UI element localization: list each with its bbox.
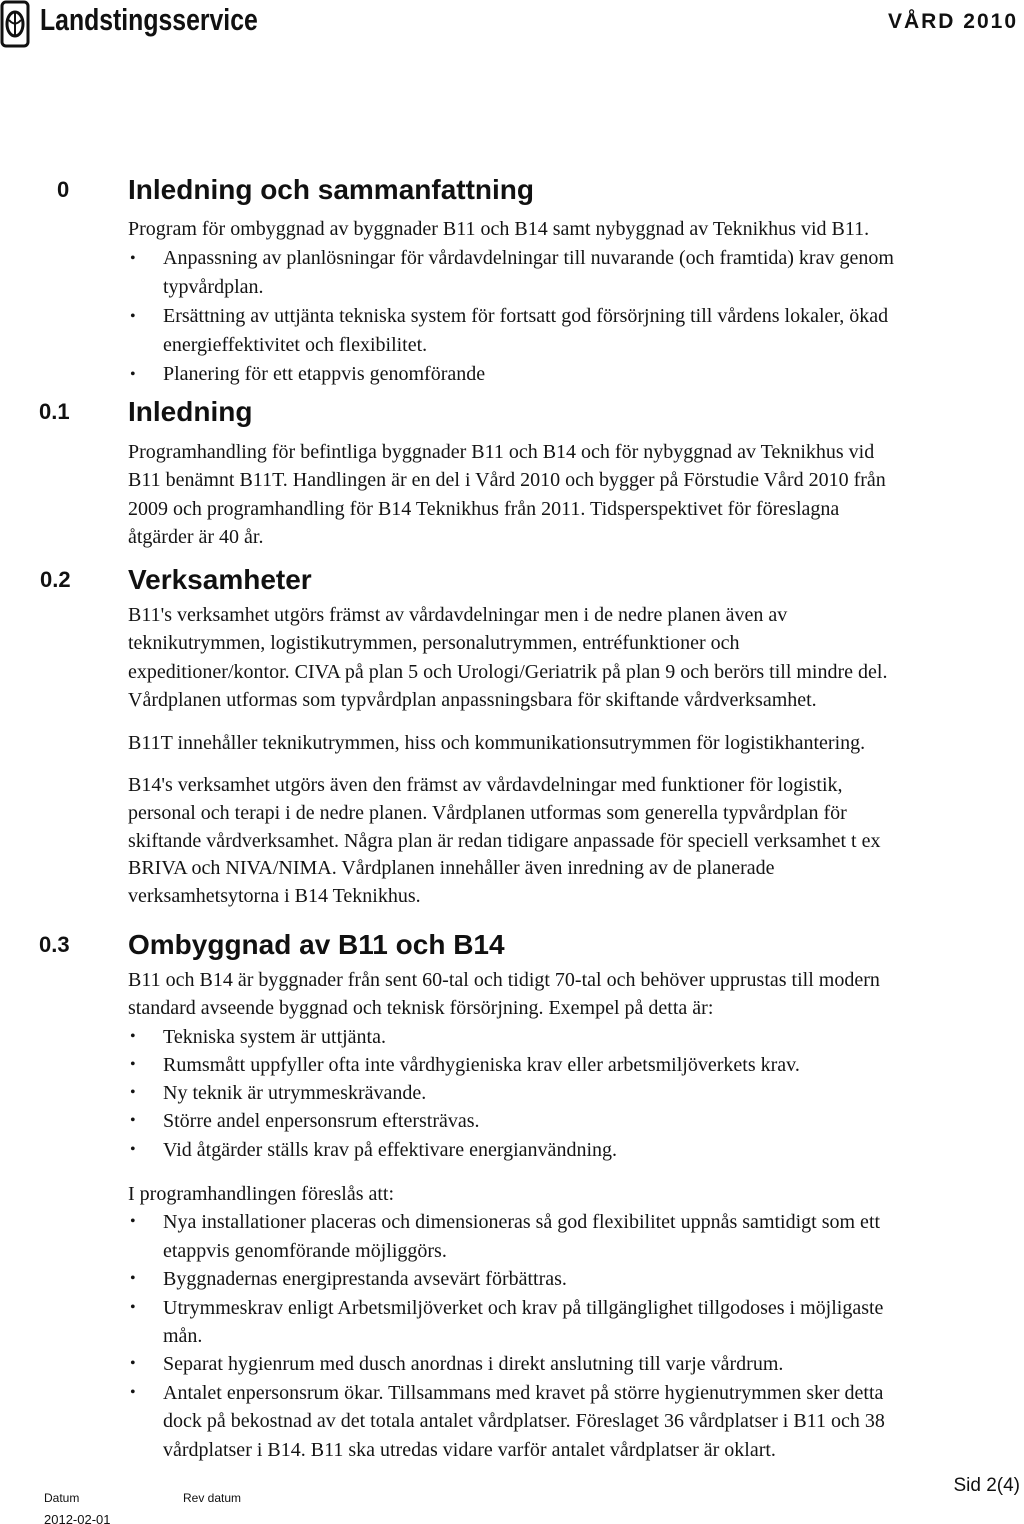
section-number: 0.3: [39, 932, 70, 957]
bullet-icon: [130, 360, 136, 389]
paragraph-line: standard avseende byggnad och teknisk försörjning. Exempel på detta är:: [128, 997, 714, 1020]
project-name: VÅRD 2010: [887, 10, 1018, 33]
bullet-line: Utrymmeskrav enligt Arbetsmiljöverket och krav på tillgänglighet tillgodoses i möjligaste: [163, 1296, 884, 1319]
bullet-item: [128, 1136, 880, 1164]
section-body: [128, 966, 880, 1164]
bullet-item: [128, 1379, 885, 1464]
bullet-line: Antalet enpersonsrum ökar. Tillsammans med kravet på större hygienutrymmen sker detta: [163, 1381, 884, 1404]
bullet-icon: [130, 1023, 136, 1051]
footer-date-value: 2012-02-01: [44, 1512, 111, 1524]
paragraph: [128, 772, 880, 911]
section-title: Inledning och sammanfattning: [128, 174, 535, 205]
bullet-line: typvårdplan.: [163, 276, 264, 298]
bullet-line: Ny teknik är utrymmeskrävande.: [163, 1082, 427, 1105]
paragraph-line: verksamhetsytorna i B14 Teknikhus.: [128, 885, 421, 908]
bullet-line: Separat hygienrum med dusch anordnas i direkt anslutning till varje vårdrum.: [163, 1353, 784, 1376]
landstingsservice-logo-icon: [0, 0, 30, 48]
section-number: 0: [57, 177, 70, 202]
section-title: Ombyggnad av B11 och B14: [128, 929, 505, 960]
paragraph: [128, 729, 865, 757]
section-title: Inledning: [128, 396, 253, 427]
paragraph-line: Program för ombyggnad av byggnader B11 och B14 samt nybyggnad av Teknikhus vid B11.: [128, 218, 870, 240]
bullet-line: Tekniska system är uttjänta.: [163, 1025, 386, 1048]
footer-rev-date-label: Rev datum: [183, 1491, 242, 1505]
bullet-item: [128, 1208, 885, 1265]
section-heading-verksamheter: [0, 562, 1024, 598]
bullet-icon: [130, 1379, 136, 1407]
bullet-icon: [130, 302, 136, 331]
bullet-item: [128, 1107, 880, 1135]
bullet-item: [128, 1294, 885, 1351]
paragraph-line: Vårdplanen utformas som typvårdplan anpassningsbara för skiftande vårdverksamhet.: [128, 688, 817, 711]
bullet-line: Ersättning av uttjänta tekniska system för fortsatt god försörjning till vårdens lokaler, ökad: [163, 305, 889, 327]
bullet-line: Vid åtgärder ställs krav på effektivare energianvändning.: [163, 1138, 617, 1161]
paragraph: [128, 438, 886, 551]
footer-date: [44, 1512, 154, 1524]
bullet-line: etappvis genomförande möjliggörs.: [163, 1239, 447, 1262]
bullet-icon: [130, 1107, 136, 1135]
section-body: [128, 215, 894, 389]
paragraph-line: BRIVA och NIVA/NIMA. Vårdplanen innehåller även inredning av de planerade: [128, 857, 775, 880]
paragraph-line: B11 benämnt B11T. Handlingen är en del i Vård 2010 och bygger på Förstudie Vård 2010 från: [128, 469, 886, 492]
bullet-item: [128, 1265, 885, 1293]
section-title: Verksamheter: [128, 564, 312, 595]
bullet-line: Nya installationer placeras och dimensioneras så god flexibilitet uppnås samtidigt som ett: [163, 1211, 881, 1234]
section-heading-inledning: [0, 394, 1024, 430]
paragraph-line: expeditioner/kontor. CIVA på plan 5 och Urologi/Geriatrik på plan 9 och berörs till mindre del.: [128, 660, 888, 683]
bullet-line: Anpassning av planlösningar för vårdavdelningar till nuvarande (och framtida) krav genom: [163, 247, 894, 269]
bullet-line: mån.: [163, 1324, 203, 1347]
bullet-line: energieffektivitet och flexibilitet.: [163, 334, 428, 356]
paragraph-line: åtgärder är 40 år.: [128, 525, 264, 548]
section-number: 0.2: [40, 567, 71, 592]
bullet-line: dock på bekostnad av det totala antalet vårdplatser. Föreslaget 36 vårdplatser i B11 och 38: [163, 1410, 885, 1433]
bullet-line: Planering för ett etappvis genomförande: [163, 363, 486, 385]
bullet-line: vårdplatser i B14. B11 ska utredas vidare varför antalet vårdplatser är oklart.: [163, 1438, 776, 1461]
paragraph-line: teknikutrymmen, logistikutrymmen, personalutrymmen, entréfunktioner och: [128, 632, 740, 655]
paragraph-line: B11's verksamhet utgörs främst av vårdavdelningar men i de nedre planen även av: [128, 604, 788, 626]
footer-page-number: Sid 2(4): [953, 1475, 1020, 1496]
bullet-line: Större andel enpersonsrum eftersträvas.: [163, 1110, 480, 1133]
section-heading-ombyggnad: [0, 927, 1024, 963]
bullet-line: Rumsmått uppfyller ofta inte vårdhygieniska krav eller arbetsmiljöverkets krav.: [163, 1053, 800, 1076]
paragraph-line: Programhandling för befintliga byggnader B11 och B14 och för nybyggnad av Teknikhus vid: [128, 441, 875, 463]
footer-date-label: Datum: [44, 1491, 80, 1505]
paragraph-line: B11T innehåller teknikutrymmen, hiss och kommunikationsutrymmen för logistikhantering.: [128, 732, 866, 754]
bullet-item: [128, 1023, 880, 1051]
bullet-icon: [130, 1136, 136, 1164]
section-heading-inledning-och-sammanfattning: [0, 172, 1024, 208]
bullet-item: [128, 1350, 885, 1378]
bullet-icon: [130, 1350, 136, 1378]
bullet-icon: [130, 1294, 136, 1322]
section-number: 0.1: [39, 399, 70, 424]
bullet-icon: [130, 1079, 136, 1107]
bullet-item: [128, 302, 894, 360]
bullet-line: Byggnadernas energiprestanda avsevärt förbättras.: [163, 1268, 567, 1291]
bullet-icon: [130, 1051, 136, 1079]
bullet-icon: [130, 1208, 136, 1236]
bullet-item: [128, 1079, 880, 1107]
bullet-item: [128, 1051, 880, 1079]
paragraph-line: B11 och B14 är byggnader från sent 60-tal och tidigt 70-tal och behöver upprustas till modern: [128, 969, 880, 991]
bullet-icon: [130, 244, 136, 273]
paragraph-line: I programhandlingen föreslås att:: [128, 1183, 395, 1205]
paragraph: [128, 601, 887, 714]
proposal-list: [128, 1180, 885, 1464]
paragraph-line: 2009 och programhandling för B14 Teknikhus från 2011. Tidsperspektivet för föreslagna: [128, 497, 840, 520]
bullet-icon: [130, 1265, 136, 1293]
paragraph-line: personal och terapi i de nedre planen. Vårdplanen utformas som generella typvårdplan för: [128, 801, 847, 824]
organization-name: Landstingsservice: [40, 2, 258, 37]
bullet-item: [128, 360, 894, 389]
paragraph-line: skiftande vårdverksamhet. Några plan är redan tidigare anpassade för speciell verksamhet t ex: [128, 829, 881, 852]
paragraph-line: B14's verksamhet utgörs även den främst av vårdavdelningar med funktioner för logistik,: [128, 774, 843, 796]
bullet-item: [128, 244, 894, 302]
